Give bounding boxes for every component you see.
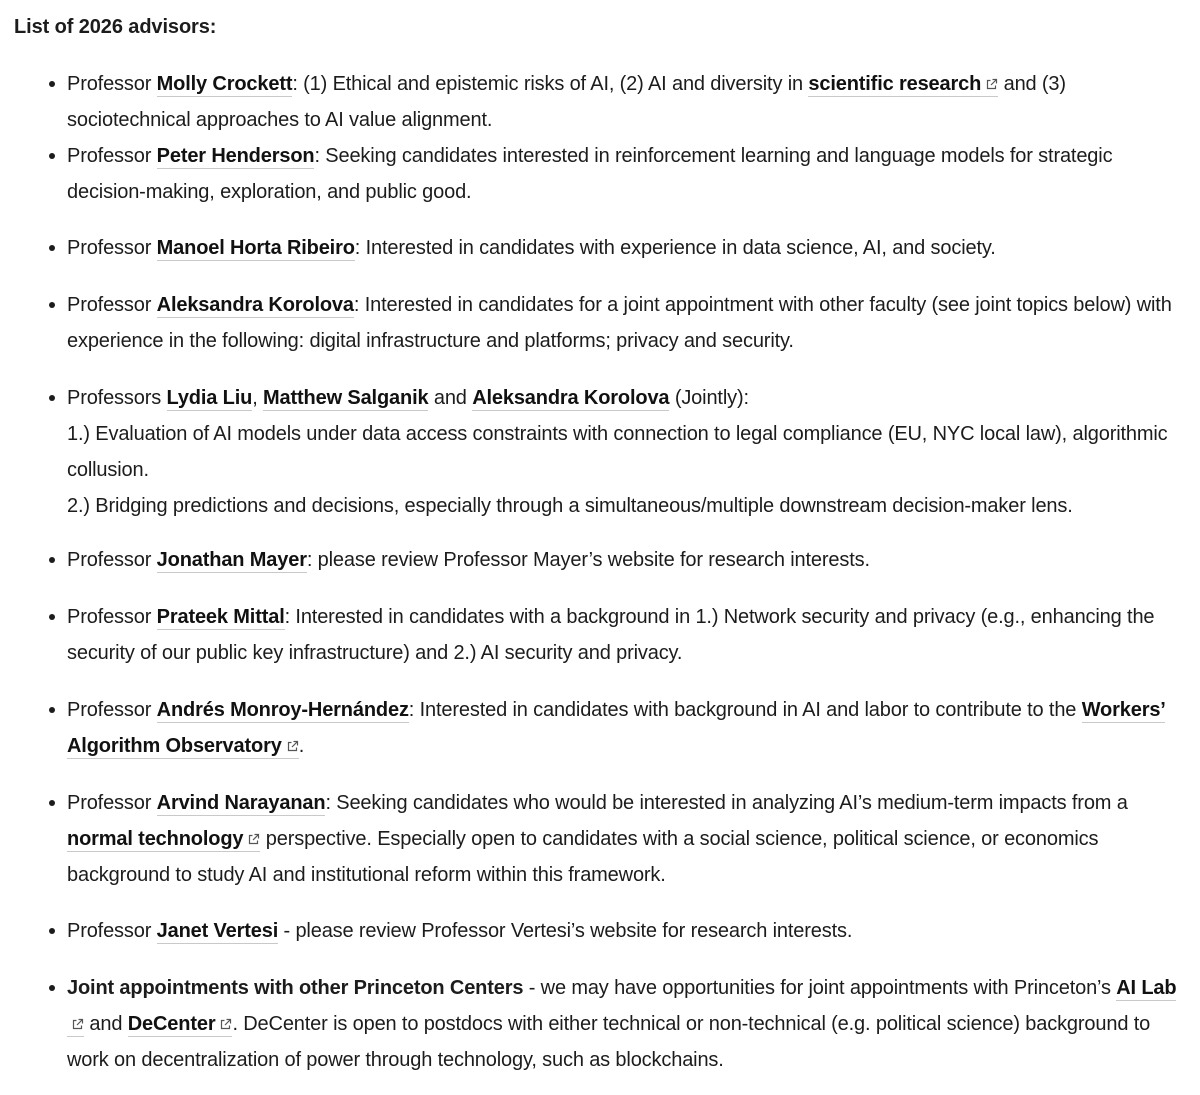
external-link-icon [286,740,299,753]
prefix-text: Professor [67,699,157,721]
advisor-item-monroy-hernandez [67,692,1192,764]
advisor-link-narayanan[interactable]: Arvind Narayanan [156,792,326,814]
prefix-text: Professor [67,73,157,95]
topic-line-1: 1.) Evaluation of AI models under data access constraints with connection to legal compliance (EU, NYC local law), algorithmic collusion. [67,423,1168,481]
external-link-icon [985,78,998,91]
prefix-text: Professor [67,606,157,628]
scientific-research-link[interactable] [808,73,998,97]
normal-technology-link[interactable] [67,828,260,852]
description-text: (Jointly): [669,387,749,409]
prefix-text: Professors [67,387,167,409]
advisor-link-horta-ribeiro[interactable]: Manoel Horta Ribeiro [156,237,355,259]
description-text: : please review Professor Mayer’s website for research interests. [306,549,870,571]
link-label: DeCenter [127,1013,216,1035]
link-label: scientific research [808,73,982,95]
prefix-text: Professor [67,237,157,259]
description-text: : Interested in candidates with background in AI and labor to contribute to the [408,699,1082,721]
description-text: : Seeking candidates who would be interested in analyzing AI’s medium-term impacts from a [325,792,1128,814]
link-label: Workers’ Algorithm Observatory [67,699,1165,757]
advisor-link-korolova[interactable]: Aleksandra Korolova [156,294,354,316]
advisor-link-vertesi[interactable]: Janet Vertesi [156,920,279,942]
advisor-item-narayanan [67,785,1192,893]
link-label: normal technology [67,828,244,850]
prefix-text: Professor [67,792,157,814]
advisor-item-korolova [67,287,1192,359]
description-text: and [84,1013,128,1035]
advisor-link-crockett[interactable]: Molly Crockett [156,73,293,95]
separator-text: , [252,387,264,409]
description-text: : Interested in candidates with experience in data science, AI, and society. [354,237,996,259]
description-text: . DeCenter is open to postdocs with either technical or non-technical (e.g. political science) background to work on decentralization of power through technology, such as blockchains. [67,1013,1151,1071]
advisor-link-korolova-joint[interactable]: Aleksandra Korolova [472,387,670,409]
advisor-item-joint-liu-salganik-korolova [67,380,1192,524]
description-text: - please review Professor Vertesi’s website for research interests. [278,920,853,942]
description-text: and (3) sociotechnical approaches to AI value alignment. [67,73,1066,131]
page-heading: List of 2026 advisors: [14,16,217,38]
advisor-link-liu[interactable]: Lydia Liu [166,387,253,409]
advisor-item-vertesi [67,913,1192,949]
advisor-item-mittal [67,599,1192,671]
joint-appointments-heading: Joint appointments with other Princeton Centers [67,977,524,999]
description-text: : Interested in candidates for a joint appointment with other faculty (see joint topics below) with experience in the following: digital infrastructure and platforms; privacy and security. [67,294,1172,352]
link-label: AI Lab [1116,977,1177,999]
description-text: : Seeking candidates interested in reinforcement learning and language models for strategic decision-making, exploration, and public good. [67,145,1113,203]
prefix-text: Professor [67,549,157,571]
advisor-link-monroy-hernandez[interactable]: Andrés Monroy-Hernández [156,699,409,721]
advisor-link-mayer[interactable]: Jonathan Mayer [156,549,307,571]
external-link-icon [247,833,260,846]
description-text: : Interested in candidates with a background in 1.) Network security and privacy (e.g., enhancing the security of our public key infrastructure) and 2.) AI security and privacy. [67,606,1155,664]
prefix-text: Professor [67,145,157,167]
advisor-item-crockett [67,66,1192,138]
separator-text: and [428,387,473,409]
advisor-item-mayer [67,542,1192,578]
description-text: - we may have opportunities for joint appointments with Princeton’s [523,977,1117,999]
description-text: . [298,735,305,757]
prefix-text: Professor [67,294,157,316]
external-link-icon [219,1018,232,1031]
topic-line-2: 2.) Bridging predictions and decisions, especially through a simultaneous/multiple downstream decision-maker lens. [67,495,1073,517]
description-text: : (1) Ethical and epistemic risks of AI, (2) AI and diversity in [292,73,809,95]
advisor-item-horta-ribeiro [67,230,1192,266]
decenter-link[interactable] [128,1013,233,1037]
external-link-icon [71,1018,84,1031]
advisor-link-salganik[interactable]: Matthew Salganik [263,387,429,409]
joint-appointments-item [67,970,1192,1078]
advisor-item-henderson [67,138,1192,210]
advisor-link-mittal[interactable]: Prateek Mittal [156,606,285,628]
advisor-link-henderson[interactable]: Peter Henderson [156,145,315,167]
description-text: perspective. Especially open to candidates with a social science, political science, or economics background to study AI and institutional reform within this framework. [67,828,1099,886]
prefix-text: Professor [67,920,157,942]
